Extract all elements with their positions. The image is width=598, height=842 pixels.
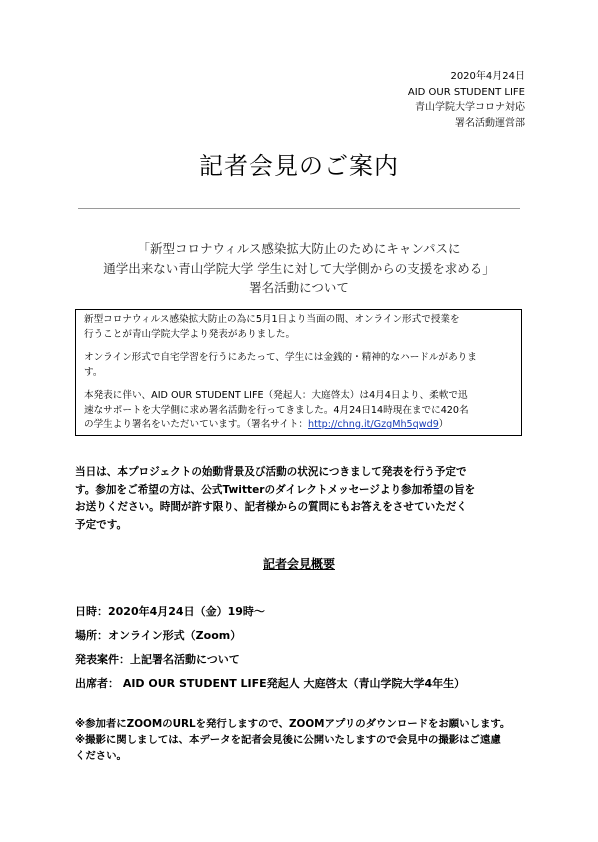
summary-box: [75, 309, 522, 436]
header-meta: [408, 69, 525, 131]
summary-p1-line-2: 行うことが青山学院大学より発表がありました。: [84, 328, 296, 340]
summary-p3-line-3-suffix: ）: [438, 419, 449, 430]
detail-datetime: 日時：2020年4月24日（金）19時〜: [75, 605, 265, 618]
footnotes: [75, 716, 535, 764]
summary-paragraph-1: [84, 313, 513, 342]
detail-topic: 発表案件：上記署名活動について: [75, 653, 240, 666]
detail-speaker: 出席者： AID OUR STUDENT LIFE発起人 大庭啓太（青山学院大学4年生）: [75, 677, 466, 690]
event-notice: [75, 464, 530, 534]
note-line-2: ※撮影に関しましては、本データを記者会見後に公開いたしますので会見中の撮影はご遠慮: [75, 734, 501, 746]
notice-line-3: お送りください。時間が許す限り、記者様からの質問にもお答えをさせていただく: [75, 501, 467, 513]
notice-line-4: 予定です。: [75, 518, 128, 531]
organization-department: 署名活動運営部: [455, 117, 525, 129]
overview-details: [75, 600, 535, 696]
organization-group: 青山学院大学コロナ対応: [415, 102, 525, 113]
notice-line-1: 当日は、本プロジェクトの始動背景及び活動の状況につきまして発表を行う予定で: [75, 466, 467, 478]
release-date: 2020年4月24日: [450, 71, 525, 82]
title-divider: [78, 208, 520, 209]
organization-name: AID OUR STUDENT LIFE: [407, 86, 525, 98]
summary-paragraph-2: [84, 351, 513, 380]
subtitle-line-2: 通学出来ない青山学院大学 学生に対して大学側からの支援を求める」: [103, 260, 495, 276]
note-line-3: ください。: [75, 750, 127, 762]
page-title: 記者会見のご案内: [199, 152, 399, 180]
detail-place: 場所：オンライン形式（Zoom）: [75, 629, 242, 642]
summary-p3-line-1: 本発表に伴い、AID OUR STUDENT LIFE（発起人：大庭啓太）は4月4日より、柔軟で迅: [84, 390, 468, 401]
summary-p2-line-2: す。: [84, 366, 103, 378]
summary-p3-line-3-prefix: の学生より署名をいただいています。（署名サイト：: [84, 419, 309, 430]
petition-site-link[interactable]: http://chng.it/GzgMh5qwd9: [308, 419, 439, 430]
subtitle: [40, 239, 558, 298]
subtitle-line-3: 署名活動について: [249, 280, 349, 295]
summary-p1-line-1: 新型コロナウィルス感染拡大防止の為に5月1日より当面の間、オンライン形式で授業を: [84, 314, 460, 325]
overview-heading: [0, 555, 598, 572]
summary-p3-line-2: 速なサポートを大学側に求め署名活動を行ってきました。4月24日14時現在までに420名: [84, 404, 469, 416]
summary-paragraph-3: [84, 389, 513, 433]
summary-p2-line-1: オンライン形式で自宅学習を行うにあたって、学生には金銭的・精神的なハードルがありま: [84, 352, 477, 363]
subtitle-line-1: 「新型コロナウィルス感染拡大防止のためにキャンパスに: [137, 241, 461, 256]
note-line-1: ※参加者にZOOMのURLを発行しますので、ZOOMアプリのダウンロードをお願いします。: [75, 718, 511, 730]
notice-line-2: す。参加をご希望の方は、公式Twitterのダイレクトメッセージより参加希望の旨を: [75, 483, 476, 496]
overview-heading-text: 記者会見概要: [262, 557, 335, 571]
